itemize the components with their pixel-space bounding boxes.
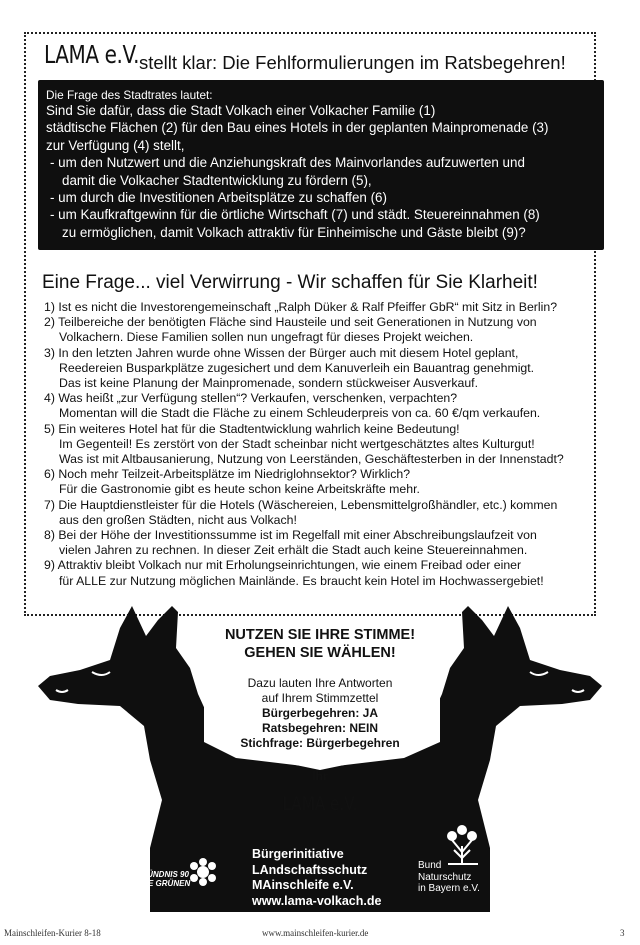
ballot-intro-1: Dazu lauten Ihre Antworten bbox=[247, 676, 393, 690]
cta-line-1: NUTZEN SIE IHRE STIMME! bbox=[224, 627, 416, 643]
org-website[interactable]: www.lama-volkach.de bbox=[252, 893, 382, 908]
question-line: städtische Flächen (2) für den Bau eines Hotels in der geplanten Mainpromenade (3) bbox=[46, 120, 549, 136]
cta-line-2: GEHEN SIE WÄHLEN! bbox=[244, 645, 396, 661]
bund-logo-text bbox=[418, 860, 480, 895]
list-item: 9) Attraktiv bleibt Volkach nur mit Erholungseinrichtungen, wie einem Freibad oder einer bbox=[44, 558, 522, 573]
org-info bbox=[252, 847, 381, 909]
bund-line: Bund bbox=[418, 860, 442, 871]
question-line: - um durch die Investitionen Arbeitsplätze zu schaffen (6) bbox=[50, 190, 387, 206]
question-line: - um den Nutzwert und die Anziehungskraft des Mainvorlandes aufzuwerten und bbox=[50, 155, 525, 171]
list-item: 2) Teilbereiche der benötigten Fläche sind Hausteile und seit Generationen in Nutzung von bbox=[44, 315, 537, 330]
list-item: 4) Was heißt „zur Verfügung stellen“? Verkaufen, verschenken, verpachten? bbox=[44, 391, 458, 406]
list-item: 1) Ist es nicht die Investorengemeinschaft „Ralph Düker & Ralf Pfeiffer GbR“ mit Sitz in Berlin? bbox=[44, 300, 558, 314]
list-item: Momentan will die Stadt die Fläche zu einem Schleuderpreis von ca. 60 €/qm verkaufen. bbox=[59, 406, 541, 421]
sign-off: Ihr bbox=[312, 769, 328, 783]
ballot-intro-2: auf Ihrem Stimmzettel bbox=[261, 691, 379, 705]
signature-logo: LAMA e.V. bbox=[282, 793, 358, 815]
list-item: 7) Die Hauptdienstleister für die Hotels (Wäschereien, Lebensmittelgroßhändler, etc.) kommen bbox=[44, 497, 558, 512]
question-line: zur Verfügung (4) stellt, bbox=[46, 137, 185, 153]
greens-line-1: BÜNDNIS 90 bbox=[141, 870, 189, 879]
section-heading: Eine Frage... viel Verwirrung - Wir schaffen für Sie Klarheit! bbox=[42, 272, 538, 293]
question-intro: Die Frage des Stadtrates lautet: bbox=[46, 88, 213, 102]
list-item: 8) Bei der Höhe der Investitionssumme ist im Regelfall mit einer Abschreibungslaufzeit von bbox=[44, 528, 537, 543]
list-item: Für die Gastronomie gibt es heute schon keine Arbeitskräfte mehr. bbox=[59, 482, 420, 497]
list-item: vielen Jahren zu rechnen. In dieser Zeit erhält die Stadt auch keine Steuereinnahmen. bbox=[59, 543, 528, 558]
greens-line-2: DIE GRÜNEN bbox=[140, 879, 191, 888]
list-item: Das ist keine Planung der Mainpromenade, sondern stückweiser Ausverkauf. bbox=[59, 376, 479, 391]
org-line: LAndschaftsschutz bbox=[252, 862, 368, 877]
question-line: zu ermöglichen, damit Volkach attraktiv für Einheimische und Gäste bleibt (9)? bbox=[62, 224, 526, 240]
org-line: MAinschleife e.V. bbox=[252, 878, 354, 892]
list-item: für ALLE zur Nutzung möglichen Mainlände. Es braucht kein Hotel im Hochwassergebiet! bbox=[59, 573, 544, 588]
ballot-answer-3: Stichfrage: Bürgerbegehren bbox=[240, 736, 400, 750]
page-number: 3 bbox=[620, 928, 625, 938]
list-item: Volkachern. Diese Familien sollen nun ungefragt für dieses Projekt weichen. bbox=[59, 330, 474, 345]
call-to-action bbox=[200, 626, 440, 815]
footer-left: Mainschleifen-Kurier 8-18 bbox=[4, 928, 101, 938]
list-item: 3) In den letzten Jahren wurde ohne Wissen der Bürger auch mit diesem Hotel geplant, bbox=[44, 345, 519, 360]
list-item: Im Gegenteil! Es zerstört von der Stadt scheinbar nicht wertgeschätztes altes Kulturgut! bbox=[59, 436, 535, 451]
bund-line: Naturschutz bbox=[418, 871, 472, 883]
question-line: Sind Sie dafür, dass die Stadt Volkach einer Volkacher Familie (1) bbox=[46, 103, 436, 118]
ballot-answer-2: Ratsbegehren: NEIN bbox=[261, 721, 379, 735]
org-line: Bürgerinitiative bbox=[252, 847, 344, 861]
footer-center[interactable]: www.mainschleifen-kurier.de bbox=[262, 928, 369, 938]
list-item: aus den großen Städten, nicht aus Volkach! bbox=[59, 512, 297, 527]
list-item: Was ist mit Altbausanierung, Nutzung von Leerständen, Geschäftesterben in der Innenstadt? bbox=[59, 452, 564, 467]
page-title: stellt klar: Die Fehlformulierungen im Ratsbegehren! bbox=[139, 52, 566, 73]
list-item: Reedereien Busparkplätze zugesichert und dem Kanuverleih ein Bauantrag genehmigt. bbox=[59, 360, 535, 375]
bund-line: in Bayern e.V. bbox=[418, 883, 480, 894]
ballot-answer-1: Bürgerbegehren: JA bbox=[261, 706, 379, 720]
lama-logo: LAMA e.V. bbox=[44, 40, 140, 69]
list-item: 5) Ein weiteres Hotel hat für die Stadtentwicklung wahrlich keine Bedeutung! bbox=[44, 421, 460, 436]
list-item: 6) Noch mehr Teilzeit-Arbeitsplätze im Niedriglohnsektor? Wirklich? bbox=[44, 467, 411, 482]
question-line: - um Kaufkraftgewinn für die örtliche Wirtschaft (7) und städt. Steuereinnahmen (8) bbox=[50, 207, 540, 223]
question-line: damit die Volkacher Stadtentwicklung zu fördern (5), bbox=[62, 172, 372, 188]
greens-logo bbox=[140, 870, 190, 888]
